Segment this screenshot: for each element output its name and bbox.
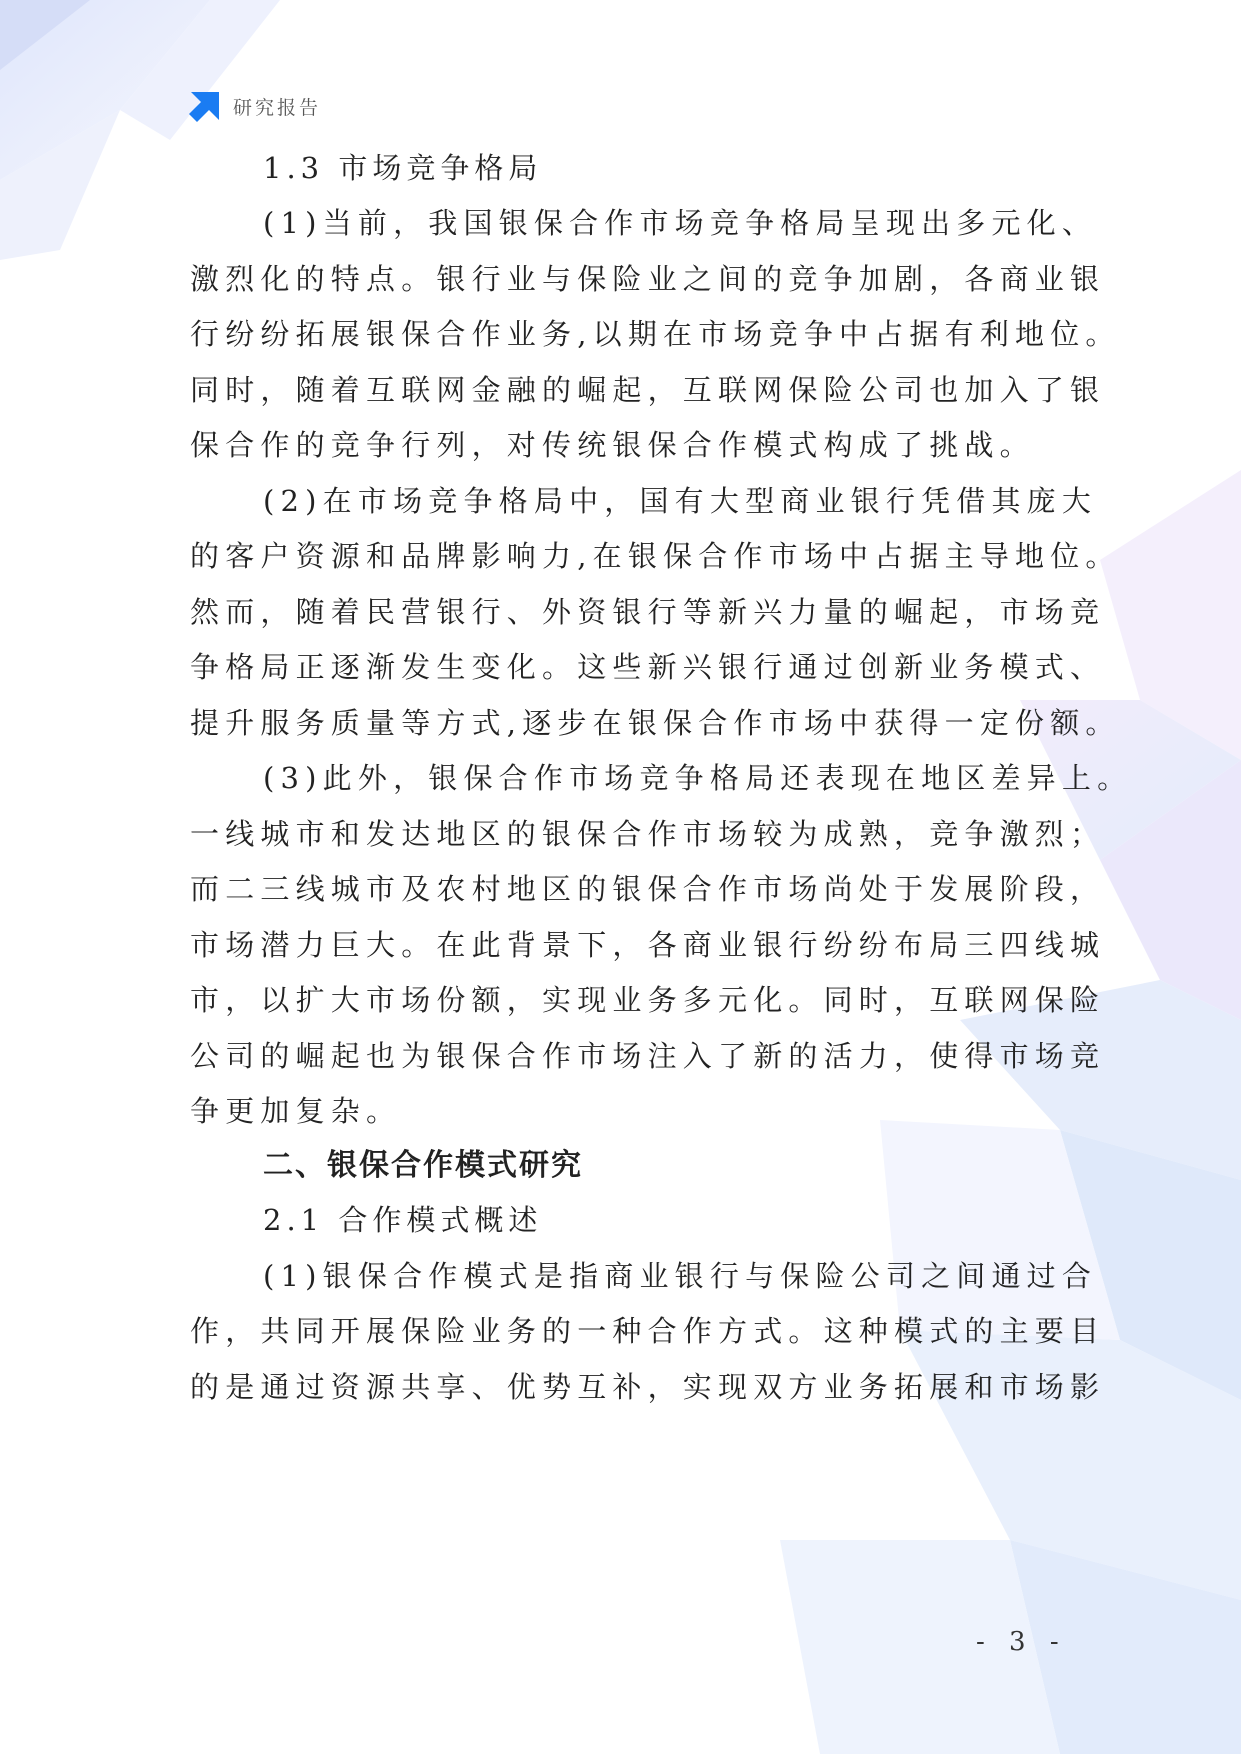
arrow-up-right-icon xyxy=(187,88,223,124)
subheading-2-1: 2.1 合作模式概述 xyxy=(263,1203,543,1237)
paragraph-line: 行纷纷拓展银保合作业务,以期在市场竞争中占据有利地位。 xyxy=(190,317,1121,351)
paragraph-line: 公司的崛起也为银保合作市场注入了新的活力，使得市场竞 xyxy=(190,1039,1106,1073)
paragraph-line: 市，以扩大市场份额，实现业务多元化。同时，互联网保险 xyxy=(190,983,1106,1017)
paragraph-line: 争格局正逐渐发生变化。这些新兴银行通过创新业务模式、 xyxy=(190,650,1106,684)
report-header xyxy=(187,88,321,124)
paragraph-line: (1)当前，我国银保合作市场竞争格局呈现出多元化、 xyxy=(263,206,1098,240)
subheading-1-3: 1.3 市场竞争格局 xyxy=(263,151,543,185)
paragraph-line: 的是通过资源共享、优势互补，实现双方业务拓展和市场影 xyxy=(190,1370,1106,1404)
paragraph-line: 同时，随着互联网金融的崛起，互联网保险公司也加入了银 xyxy=(190,373,1106,407)
header-title: 研究报告 xyxy=(233,96,322,119)
paragraph-line: 一线城市和发达地区的银保合作市场较为成熟，竞争激烈； xyxy=(190,817,1106,851)
section-heading: 二、银保合作模式研究 xyxy=(263,1148,583,1183)
paragraph-line: 市场潜力巨大。在此背景下，各商业银行纷纷布局三四线城 xyxy=(190,928,1106,962)
paragraph-line: (3)此外，银保合作市场竞争格局还表现在地区差异上。 xyxy=(263,761,1133,795)
paragraph-line: 激烈化的特点。银行业与保险业之间的竞争加剧，各商业银 xyxy=(190,262,1106,296)
paragraph-line: (2)在市场竞争格局中，国有大型商业银行凭借其庞大 xyxy=(263,484,1098,518)
paragraph-line: 提升服务质量等方式,逐步在银保合作市场中获得一定份额。 xyxy=(190,706,1121,740)
paragraph-line: 而二三线城市及农村地区的银保合作市场尚处于发展阶段， xyxy=(190,872,1106,906)
paragraph-line: 争更加复杂。 xyxy=(190,1094,402,1128)
paragraph-line: 作，共同开展保险业务的一种合作方式。这种模式的主要目 xyxy=(190,1314,1106,1348)
paragraph-line: (1)银保合作模式是指商业银行与保险公司之间通过合 xyxy=(263,1259,1098,1293)
paragraph-line: 然而，随着民营银行、外资银行等新兴力量的崛起，市场竞 xyxy=(190,595,1106,629)
paragraph-line: 保合作的竞争行列，对传统银保合作模式构成了挑战。 xyxy=(190,428,1035,462)
page-number: - 3 - xyxy=(976,1627,1067,1657)
paragraph-line: 的客户资源和品牌影响力,在银保合作市场中占据主导地位。 xyxy=(190,539,1121,573)
